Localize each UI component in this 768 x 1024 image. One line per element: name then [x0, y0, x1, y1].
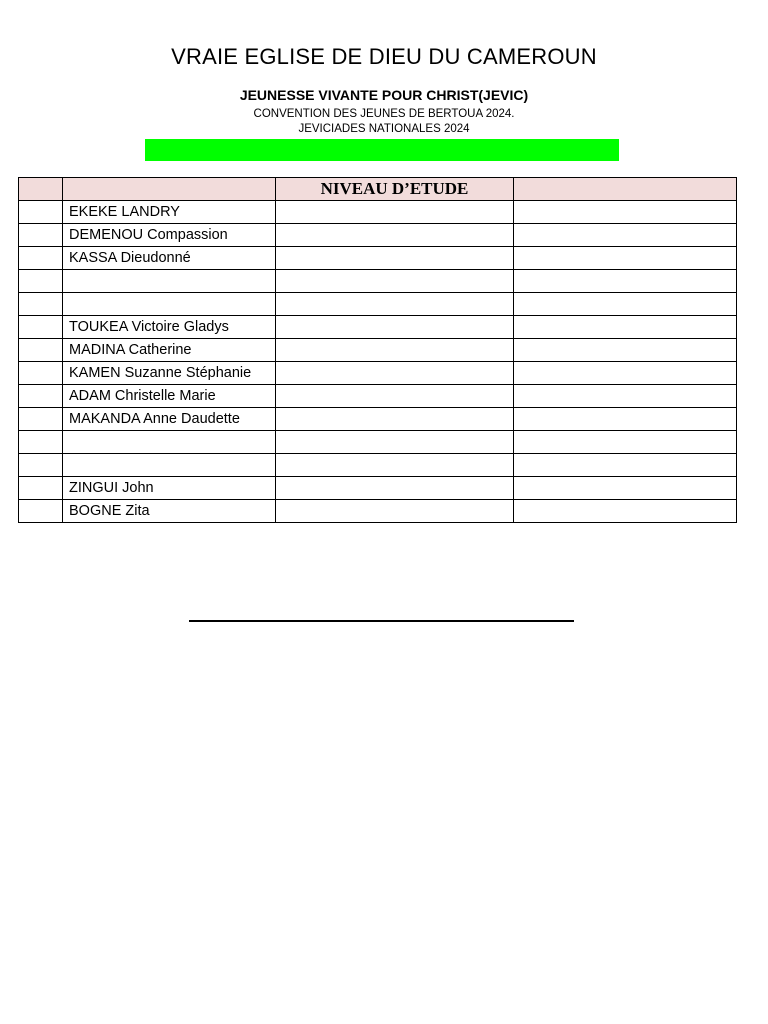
row-number-cell: [19, 201, 63, 224]
extra-cell: [514, 316, 737, 339]
extra-cell: [514, 385, 737, 408]
extra-cell: [514, 408, 737, 431]
table-row: [19, 431, 737, 454]
niveau-cell: [276, 477, 514, 500]
header-cell-extra: [514, 178, 737, 201]
extra-cell: [514, 454, 737, 477]
row-number-cell: [19, 316, 63, 339]
extra-cell: [514, 270, 737, 293]
table-row: [19, 247, 737, 270]
table-row: [19, 454, 737, 477]
niveau-cell: [276, 270, 514, 293]
row-number-cell: [19, 362, 63, 385]
niveau-cell: [276, 454, 514, 477]
participant-name-cell: KAMEN Suzanne Stéphanie: [63, 362, 276, 385]
extra-cell: [514, 500, 737, 523]
extra-cell: [514, 362, 737, 385]
document-subtitle: JEUNESSE VIVANTE POUR CHRIST(JEVIC): [239, 87, 529, 103]
jeviciades-line: JEVICIADES NATIONALES 2024: [298, 123, 470, 135]
table-header-row: [19, 178, 737, 201]
niveau-cell: [276, 431, 514, 454]
row-number-cell: [19, 224, 63, 247]
row-number-cell: [19, 454, 63, 477]
participant-name-cell: BOGNE Zita: [63, 500, 276, 523]
table-row: [19, 293, 737, 316]
participant-name-cell: ADAM Christelle Marie: [63, 385, 276, 408]
table-row: [19, 316, 737, 339]
header-cell-number: [19, 178, 63, 201]
table-body: [19, 201, 737, 523]
niveau-cell: [276, 247, 514, 270]
signature-line: [189, 620, 574, 622]
row-number-cell: [19, 339, 63, 362]
niveau-cell: [276, 224, 514, 247]
extra-cell: [514, 247, 737, 270]
header-cell-name: [63, 178, 276, 201]
participant-name-cell: TOUKEA Victoire Gladys: [63, 316, 276, 339]
row-number-cell: [19, 247, 63, 270]
table-row: [19, 339, 737, 362]
row-number-cell: [19, 293, 63, 316]
extra-cell: [514, 431, 737, 454]
table-row: [19, 201, 737, 224]
niveau-cell: [276, 362, 514, 385]
convention-line: CONVENTION DES JEUNES DE BERTOUA 2024.: [253, 108, 515, 120]
row-number-cell: [19, 500, 63, 523]
participant-name-cell: MADINA Catherine: [63, 339, 276, 362]
row-number-cell: [19, 431, 63, 454]
participant-name-cell: [63, 270, 276, 293]
participant-name-cell: [63, 293, 276, 316]
extra-cell: [514, 224, 737, 247]
extra-cell: [514, 293, 737, 316]
row-number-cell: [19, 477, 63, 500]
niveau-cell: [276, 316, 514, 339]
niveau-cell: [276, 408, 514, 431]
row-number-cell: [19, 270, 63, 293]
document-title: VRAIE EGLISE DE DIEU DU CAMEROUN: [171, 44, 597, 69]
extra-cell: [514, 201, 737, 224]
participant-name-cell: [63, 431, 276, 454]
table-row: [19, 500, 737, 523]
participant-name-cell: MAKANDA Anne Daudette: [63, 408, 276, 431]
extra-cell: [514, 339, 737, 362]
niveau-cell: [276, 500, 514, 523]
participant-name-cell: KASSA Dieudonné: [63, 247, 276, 270]
participant-name-cell: EKEKE LANDRY: [63, 201, 276, 224]
row-number-cell: [19, 385, 63, 408]
participant-name-cell: [63, 454, 276, 477]
row-number-cell: [19, 408, 63, 431]
participants-table: [18, 177, 737, 523]
niveau-cell: [276, 385, 514, 408]
table-row: [19, 362, 737, 385]
table-row: [19, 408, 737, 431]
table-row: [19, 385, 737, 408]
header-cell-niveau: NIVEAU D’ETUDE: [276, 178, 514, 201]
participant-name-cell: DEMENOU Compassion: [63, 224, 276, 247]
table-row: [19, 477, 737, 500]
extra-cell: [514, 477, 737, 500]
participant-name-cell: ZINGUI John: [63, 477, 276, 500]
table-row: [19, 270, 737, 293]
table-row: [19, 224, 737, 247]
niveau-cell: [276, 339, 514, 362]
highlight-bar: [145, 139, 619, 161]
niveau-cell: [276, 293, 514, 316]
niveau-cell: [276, 201, 514, 224]
